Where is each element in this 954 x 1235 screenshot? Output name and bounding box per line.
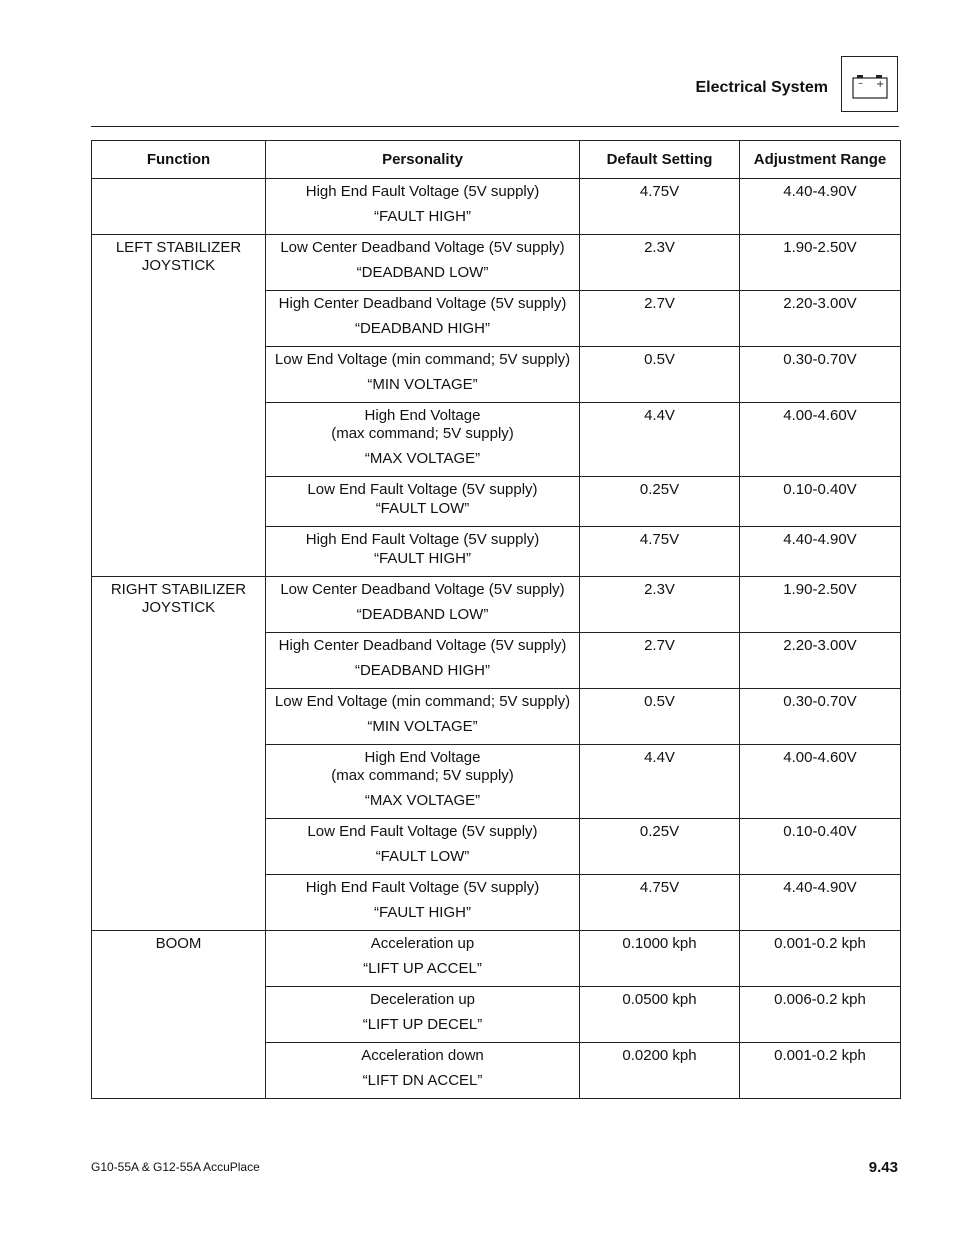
table-row (92, 235, 901, 291)
personality-code: “MIN VOLTAGE” (367, 718, 478, 735)
column-header-personality: Personality (266, 141, 580, 179)
personality-description: Deceleration up (369, 991, 476, 1008)
settings-table (91, 140, 901, 1099)
adjustment-range-cell: 4.40-4.90V (740, 875, 901, 931)
adjustment-range-cell: 0.30-0.70V (740, 689, 901, 745)
page-number: 9.43 (868, 1159, 898, 1176)
personality-cell (266, 633, 580, 689)
personality-code: “MIN VOLTAGE” (367, 376, 478, 393)
personality-cell (266, 477, 580, 527)
personality-description: High Center Deadband Voltage (5V supply) (278, 637, 567, 654)
personality-code: “DEADBAND HIGH” (354, 320, 490, 337)
battery-plus-sign: + (876, 79, 885, 90)
table-header-row (92, 141, 901, 179)
personality-cell (266, 527, 580, 577)
table-body (92, 179, 901, 1099)
adjustment-range-cell: 4.00-4.60V (740, 745, 901, 819)
personality-description: High End Voltage (364, 749, 481, 766)
personality-code: “FAULT HIGH” (374, 550, 471, 567)
personality-code: “FAULT LOW” (375, 848, 470, 865)
personality-cell (266, 577, 580, 633)
adjustment-range-cell: 0.30-0.70V (740, 347, 901, 403)
function-cell: LEFT STABILIZER JOYSTICK (92, 235, 266, 577)
personality-cell (266, 179, 580, 235)
personality-code: “DEADBAND LOW” (356, 606, 489, 623)
personality-description: High Center Deadband Voltage (5V supply) (278, 295, 567, 312)
default-setting-cell: 2.7V (580, 633, 740, 689)
personality-description: Low End Fault Voltage (5V supply) (307, 481, 538, 498)
personality-description: (max command; 5V supply) (331, 767, 514, 784)
personality-description: Low End Voltage (min command; 5V supply) (274, 351, 571, 368)
adjustment-range-cell: 0.10-0.40V (740, 477, 901, 527)
personality-code: “DEADBAND LOW” (356, 264, 489, 281)
adjustment-range-cell: 0.006-0.2 kph (740, 987, 901, 1043)
adjustment-range-cell: 2.20-3.00V (740, 291, 901, 347)
default-setting-cell: 4.4V (580, 745, 740, 819)
personality-cell (266, 403, 580, 477)
personality-cell (266, 987, 580, 1043)
personality-description: Low End Voltage (min command; 5V supply) (274, 693, 571, 710)
column-header-function: Function (92, 141, 266, 179)
personality-description: High End Fault Voltage (5V supply) (305, 879, 540, 896)
section-title: Electrical System (695, 79, 828, 96)
adjustment-range-cell: 0.001-0.2 kph (740, 1043, 901, 1099)
personality-code: “DEADBAND HIGH” (354, 662, 490, 679)
default-setting-cell: 0.25V (580, 477, 740, 527)
personality-cell (266, 291, 580, 347)
adjustment-range-cell: 0.10-0.40V (740, 819, 901, 875)
default-setting-cell: 0.1000 kph (580, 931, 740, 987)
personality-description: Low End Fault Voltage (5V supply) (307, 823, 538, 840)
personality-code: “MAX VOLTAGE” (364, 792, 481, 809)
personality-cell (266, 875, 580, 931)
table-row (92, 179, 901, 235)
default-setting-cell: 4.75V (580, 179, 740, 235)
adjustment-range-cell: 2.20-3.00V (740, 633, 901, 689)
personality-cell (266, 1043, 580, 1099)
default-setting-cell: 0.25V (580, 819, 740, 875)
personality-code: “FAULT HIGH” (374, 904, 471, 921)
personality-cell (266, 689, 580, 745)
column-header-default-setting: Default Setting (580, 141, 740, 179)
personality-description: Acceleration up (370, 935, 475, 952)
adjustment-range-cell: 1.90-2.50V (740, 577, 901, 633)
header-rule (91, 126, 899, 127)
default-setting-cell: 4.4V (580, 403, 740, 477)
default-setting-cell: 2.3V (580, 577, 740, 633)
personality-cell (266, 745, 580, 819)
personality-cell (266, 931, 580, 987)
personality-code: “FAULT LOW” (375, 500, 470, 517)
document-title: G10-55A & G12-55A AccuPlace (91, 1160, 260, 1174)
personality-description: Acceleration down (361, 1047, 484, 1064)
table-row (92, 931, 901, 987)
personality-description: Low Center Deadband Voltage (5V supply) (280, 581, 565, 598)
default-setting-cell: 4.75V (580, 875, 740, 931)
personality-description: High End Fault Voltage (5V supply) (305, 531, 540, 548)
function-cell (92, 179, 266, 235)
personality-code: “LIFT DN ACCEL” (362, 1072, 483, 1089)
default-setting-cell: 0.5V (580, 347, 740, 403)
personality-code: “LIFT UP ACCEL” (363, 960, 482, 977)
personality-cell (266, 819, 580, 875)
personality-cell (266, 347, 580, 403)
battery-minus-sign: – (858, 78, 863, 89)
default-setting-cell: 2.3V (580, 235, 740, 291)
adjustment-range-cell: 0.001-0.2 kph (740, 931, 901, 987)
default-setting-cell: 0.5V (580, 689, 740, 745)
default-setting-cell: 0.0200 kph (580, 1043, 740, 1099)
personality-code: “FAULT HIGH” (374, 208, 471, 225)
personality-description: High End Voltage (364, 407, 481, 424)
personality-code: “MAX VOLTAGE” (364, 450, 481, 467)
column-header-adjustment-range: Adjustment Range (740, 141, 901, 179)
personality-description: High End Fault Voltage (5V supply) (305, 183, 540, 200)
adjustment-range-cell: 4.40-4.90V (740, 527, 901, 577)
default-setting-cell: 4.75V (580, 527, 740, 577)
personality-description: Low Center Deadband Voltage (5V supply) (280, 239, 565, 256)
function-cell: RIGHT STABILIZER JOYSTICK (92, 577, 266, 931)
default-setting-cell: 0.0500 kph (580, 987, 740, 1043)
battery-icon (841, 56, 898, 112)
personality-code: “LIFT UP DECEL” (362, 1016, 483, 1033)
function-cell: BOOM (92, 931, 266, 1099)
personality-description: (max command; 5V supply) (331, 425, 514, 442)
personality-cell (266, 235, 580, 291)
adjustment-range-cell: 1.90-2.50V (740, 235, 901, 291)
adjustment-range-cell: 4.00-4.60V (740, 403, 901, 477)
default-setting-cell: 2.7V (580, 291, 740, 347)
table-row (92, 577, 901, 633)
adjustment-range-cell: 4.40-4.90V (740, 179, 901, 235)
